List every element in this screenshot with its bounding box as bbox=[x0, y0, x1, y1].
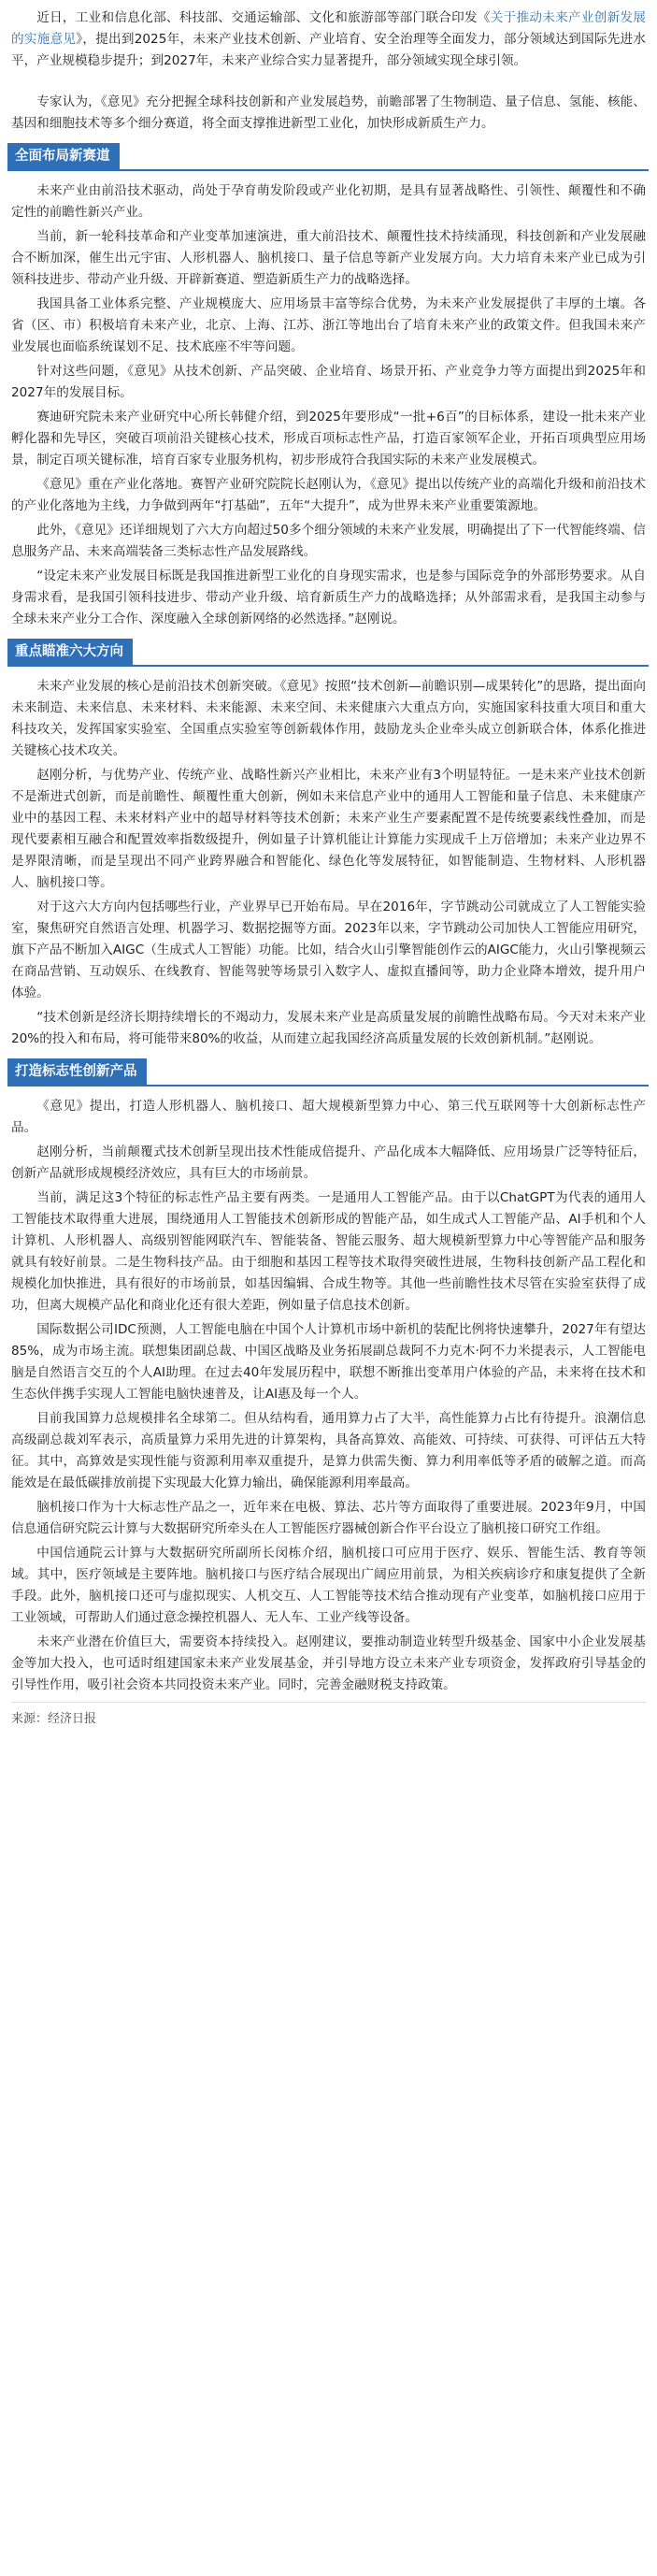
body-paragraph: 目前我国算力总规模排名全球第二。但从结构看，通用算力占了大半，高性能算力占比有待提升。浪潮信息高级副总裁刘军表示，高质量算力采用先进的计算架构，具备高算效、高能效、可持续、可获得、可评估五大特征。其中，高算效是实现性能与资源利用率双重提升，是算力供需失衡、算力利用率低等矛盾的破解之道。而高能效是在最低碳排放前提下实现最大化算力输出，确保能源利用率最高。 bbox=[11, 1411, 646, 1490]
body-paragraph: “技术创新是经济长期持续增长的不竭动力，发展未来产业是高质量发展的前瞻性战略布局。今天对未来产业20%的投入和布局，将可能带来80%的收益，从而建立起我国经济高质量发展的长效创新机制。”赵刚说。 bbox=[11, 1010, 646, 1046]
body-paragraph: 未来产业由前沿技术驱动，尚处于孕育萌发阶段或产业化初期，是具有显著战略性、引领性、颠覆性和不确定性的前瞻性新兴产业。 bbox=[11, 183, 646, 220]
section-title: 打造标志性创新产品 bbox=[7, 1058, 147, 1085]
article-source: 来源：经济日报 bbox=[11, 1702, 646, 1730]
section-header bbox=[7, 639, 649, 667]
body-paragraph: 针对这些问题，《意见》从技术创新、产品突破、企业培育、场景开拓、产业竞争力等方面提出到2025年和2027年的发展目标。 bbox=[11, 364, 646, 400]
body-paragraph: 当前，新一轮科技革命和产业变革加速演进，重大前沿技术、颠覆性技术持续涌现，科技创新和产业发展融合不断加深，催生出元宇宙、人形机器人、脑机接口、量子信息等新产业发展方向。大力培育未来产业已成为引领科技进步、带动产业升级、开辟新赛道、塑造新质生产力的战略选择。 bbox=[11, 229, 646, 287]
body-paragraph: 《意见》提出，打造人形机器人、脑机接口、超大规模新型算力中心、第三代互联网等十大创新标志性产品。 bbox=[11, 1099, 646, 1135]
body-paragraph: 未来产业潜在价值巨大，需要资本持续投入。赵刚建议，要推动制造业转型升级基金、国家中小企业发展基金等加大投入，也可适时组建国家未来产业发展基金，并引导地方设立未来产业专项资金，发挥政府引导基金的引导性作用，吸引社会资本共同投资未来产业。同时，完善金融财税支持政策。 bbox=[11, 1634, 646, 1692]
section-title: 重点瞄准六大方向 bbox=[7, 639, 133, 665]
body-paragraph: “设定未来产业发展目标既是我国推进新型工业化的自身现实需求，也是参与国际竞争的外部形势要求。从自身需求看，是我国引领科技进步、带动产业升级、培育新质生产力的战略选择；从外部需求看，是我国主动参与全球未来产业分工合作、深度融入全球创新网络的必然选择。”赵刚说。 bbox=[11, 568, 646, 626]
intro-text: 近日，工业和信息化部、科技部、交通运输部、文化和旅游部等部门联合印发《 bbox=[36, 10, 491, 25]
body-paragraph: 赵刚分析，与优势产业、传统产业、战略性新兴产业相比，未来产业有3个明显特征。一是未来产业技术创新不是渐进式创新，而是前瞻性、颠覆性重大创新，例如未来信息产业中的通用人工智能和量子信息、未来健康产业中的基因工程、未来材料产业中的超导材料等技术创新；未来产业生产要素配置不是传统要素线性叠加，而是现代要素相互融合和配置效率指数级提升，例如量子计算机能让计算能力实现成千上万倍增加；未来产业边界不是界限清晰，而是呈现出不同产业跨界融合和智能化、绿色化等发展特征，如智能制造、生物材料、人形机器人、脑机接口等。 bbox=[11, 768, 646, 890]
policy-document-link[interactable]: 关于推动未来产业创新发展的实施意见 bbox=[11, 10, 647, 47]
body-paragraph: 未来产业发展的核心是前沿技术创新突破。《意见》按照“技术创新—前瞻识别—成果转化”的思路，提出面向未来制造、未来信息、未来材料、未来能源、未来空间、未来健康六大重点方向，实施国家科技重大项目和重大科技攻关，发挥国家实验室、全国重点实验室等创新载体作用，鼓励龙头企业牵头成立创新联合体，体系化推进关键核心技术攻关。 bbox=[11, 679, 646, 758]
body-paragraph: 《意见》重在产业化落地。赛智产业研究院院长赵刚认为，《意见》提出以传统产业的高端化升级和前沿技术的产业化落地为主线，力争做到两年“打基础”，五年“大提升”，成为世界未来产业重要策源地。 bbox=[11, 477, 646, 513]
body-paragraph: 此外，《意见》还详细规划了六大方向超过50多个细分领域的未来产业发展，明确提出了下一代智能终端、信息服务产品、未来高端装备三类标志性产品发展路线。 bbox=[11, 523, 646, 559]
intro-text: 》，提出到2025年，未来产业技术创新、产业培育、安全治理等全面发力，部分领域达到国际先进水平，产业规模稳步提升；到2027年，未来产业综合实力显著提升，部分领域实现全球引领。 bbox=[11, 32, 646, 68]
body-paragraph: 脑机接口作为十大标志性产品之一，近年来在电极、算法、芯片等方面取得了重要进展。2023年9月，中国信息通信研究院云计算与大数据研究所牵头在人工智能医疗器械创新合作平台设立了脑机接口研究工作组。 bbox=[11, 1500, 646, 1536]
body-paragraph: 赵刚分析，当前颠覆式技术创新呈现出技术性能成倍提升、产品化成本大幅降低、应用场景广泛等特征后，创新产品就形成规模经济效应，具有巨大的市场前景。 bbox=[11, 1144, 646, 1181]
section-title: 全面布局新赛道 bbox=[7, 143, 120, 169]
section-header bbox=[7, 143, 649, 171]
intro-paragraph bbox=[11, 7, 646, 72]
body-paragraph: 当前，满足这3个特征的标志性产品主要有两类。一是通用人工智能产品。由于以ChatGPT为代表的通用人工智能技术取得重大进展，围绕通用人工智能技术创新形成的智能产品，如生成式人工智能产品、AI手机和个人计算机、人形机器人、高级别智能网联汽车、智能装备、智能云服务、超大规模新型算力中心等智能产品和服务就具有较好前景。二是生物科技产品。由于细胞和基因工程等技术取得突破性进展，生物科技创新产品工程化和规模化加快推进，具有很好的市场前景，如基因编辑、合成生物等。其他一些前瞻性技术尽管在实验室获得了成功，但离大规模产品化和商业化还有很大差距，例如量子信息技术创新。 bbox=[11, 1190, 646, 1313]
intro-paragraph: 专家认为，《意见》充分把握全球科技创新和产业发展趋势，前瞻部署了生物制造、量子信息、氢能、核能、基因和细胞技术等多个细分赛道，将全面支撑推进新型工业化，加快形成新质生产力。 bbox=[11, 94, 646, 131]
body-paragraph: 中国信通院云计算与大数据研究所副所长闵栋介绍，脑机接口可应用于医疗、娱乐、智能生活、教育等领域。其中，医疗领域是主要阵地。脑机接口与医疗结合展现出广阔应用前景，为相关疾病诊疗和康复提供了全新手段。此外，脑机接口还可与虚拟现实、人机交互、人工智能等技术结合推动现有产业变革，如脑机接口应用于工业领域，可帮助人们通过意念操控机器人、无人车、工业产线等设备。 bbox=[11, 1546, 646, 1625]
section-header bbox=[7, 1058, 649, 1087]
spacer bbox=[11, 75, 646, 92]
body-paragraph: 赛迪研究院未来产业研究中心所长韩健介绍，到2025年要形成“一批+6百”的目标体系，建设一批未来产业孵化器和先导区，突破百项前沿关键核心技术，形成百项标志性产品，打造百家领军企业，开拓百项典型应用场景，制定百项关键标准，培育百家专业服务机构，初步形成符合我国实际的未来产业发展模式。 bbox=[11, 410, 646, 468]
body-paragraph: 国际数据公司IDC预测，人工智能电脑在中国个人计算机市场中新机的装配比例将快速攀升，2027年有望达85%，成为市场主流。联想集团副总裁、中国区战略及业务拓展副总裁阿不力克木·阿不力米提表示，人工智能电脑是自然语言交互的个人AI助理。在过去40年发展历程中，联想不断推出变革用户体验的产品，未来将在技术和生态伙伴携手实现人工智能电脑快速普及，让AI惠及每一个人。 bbox=[11, 1322, 646, 1402]
body-paragraph: 我国具备工业体系完整、产业规模庞大、应用场景丰富等综合优势，为未来产业发展提供了丰厚的土壤。各省（区、市）积极培育未来产业，北京、上海、江苏、浙江等地出台了培育未来产业的政策文件。但我国未来产业发展也面临系统谋划不足、技术底座不牢等问题。 bbox=[11, 296, 646, 354]
body-paragraph: 对于这六大方向内包括哪些行业，产业界早已开始布局。早在2016年，字节跳动公司就成立了人工智能实验室，聚焦研究自然语言处理、机器学习、数据挖掘等方面。2023年以来，字节跳动公司加快人工智能应用研究，旗下产品不断加入AIGC（生成式人工智能）功能。比如，结合火山引擎智能创作云的AIGC能力，火山引擎视频云在商品营销、互动娱乐、在线教育、智能驾驶等场景引入数字人、虚拟直播间等，助力企业降本增效，提升用户体验。 bbox=[11, 899, 646, 1000]
